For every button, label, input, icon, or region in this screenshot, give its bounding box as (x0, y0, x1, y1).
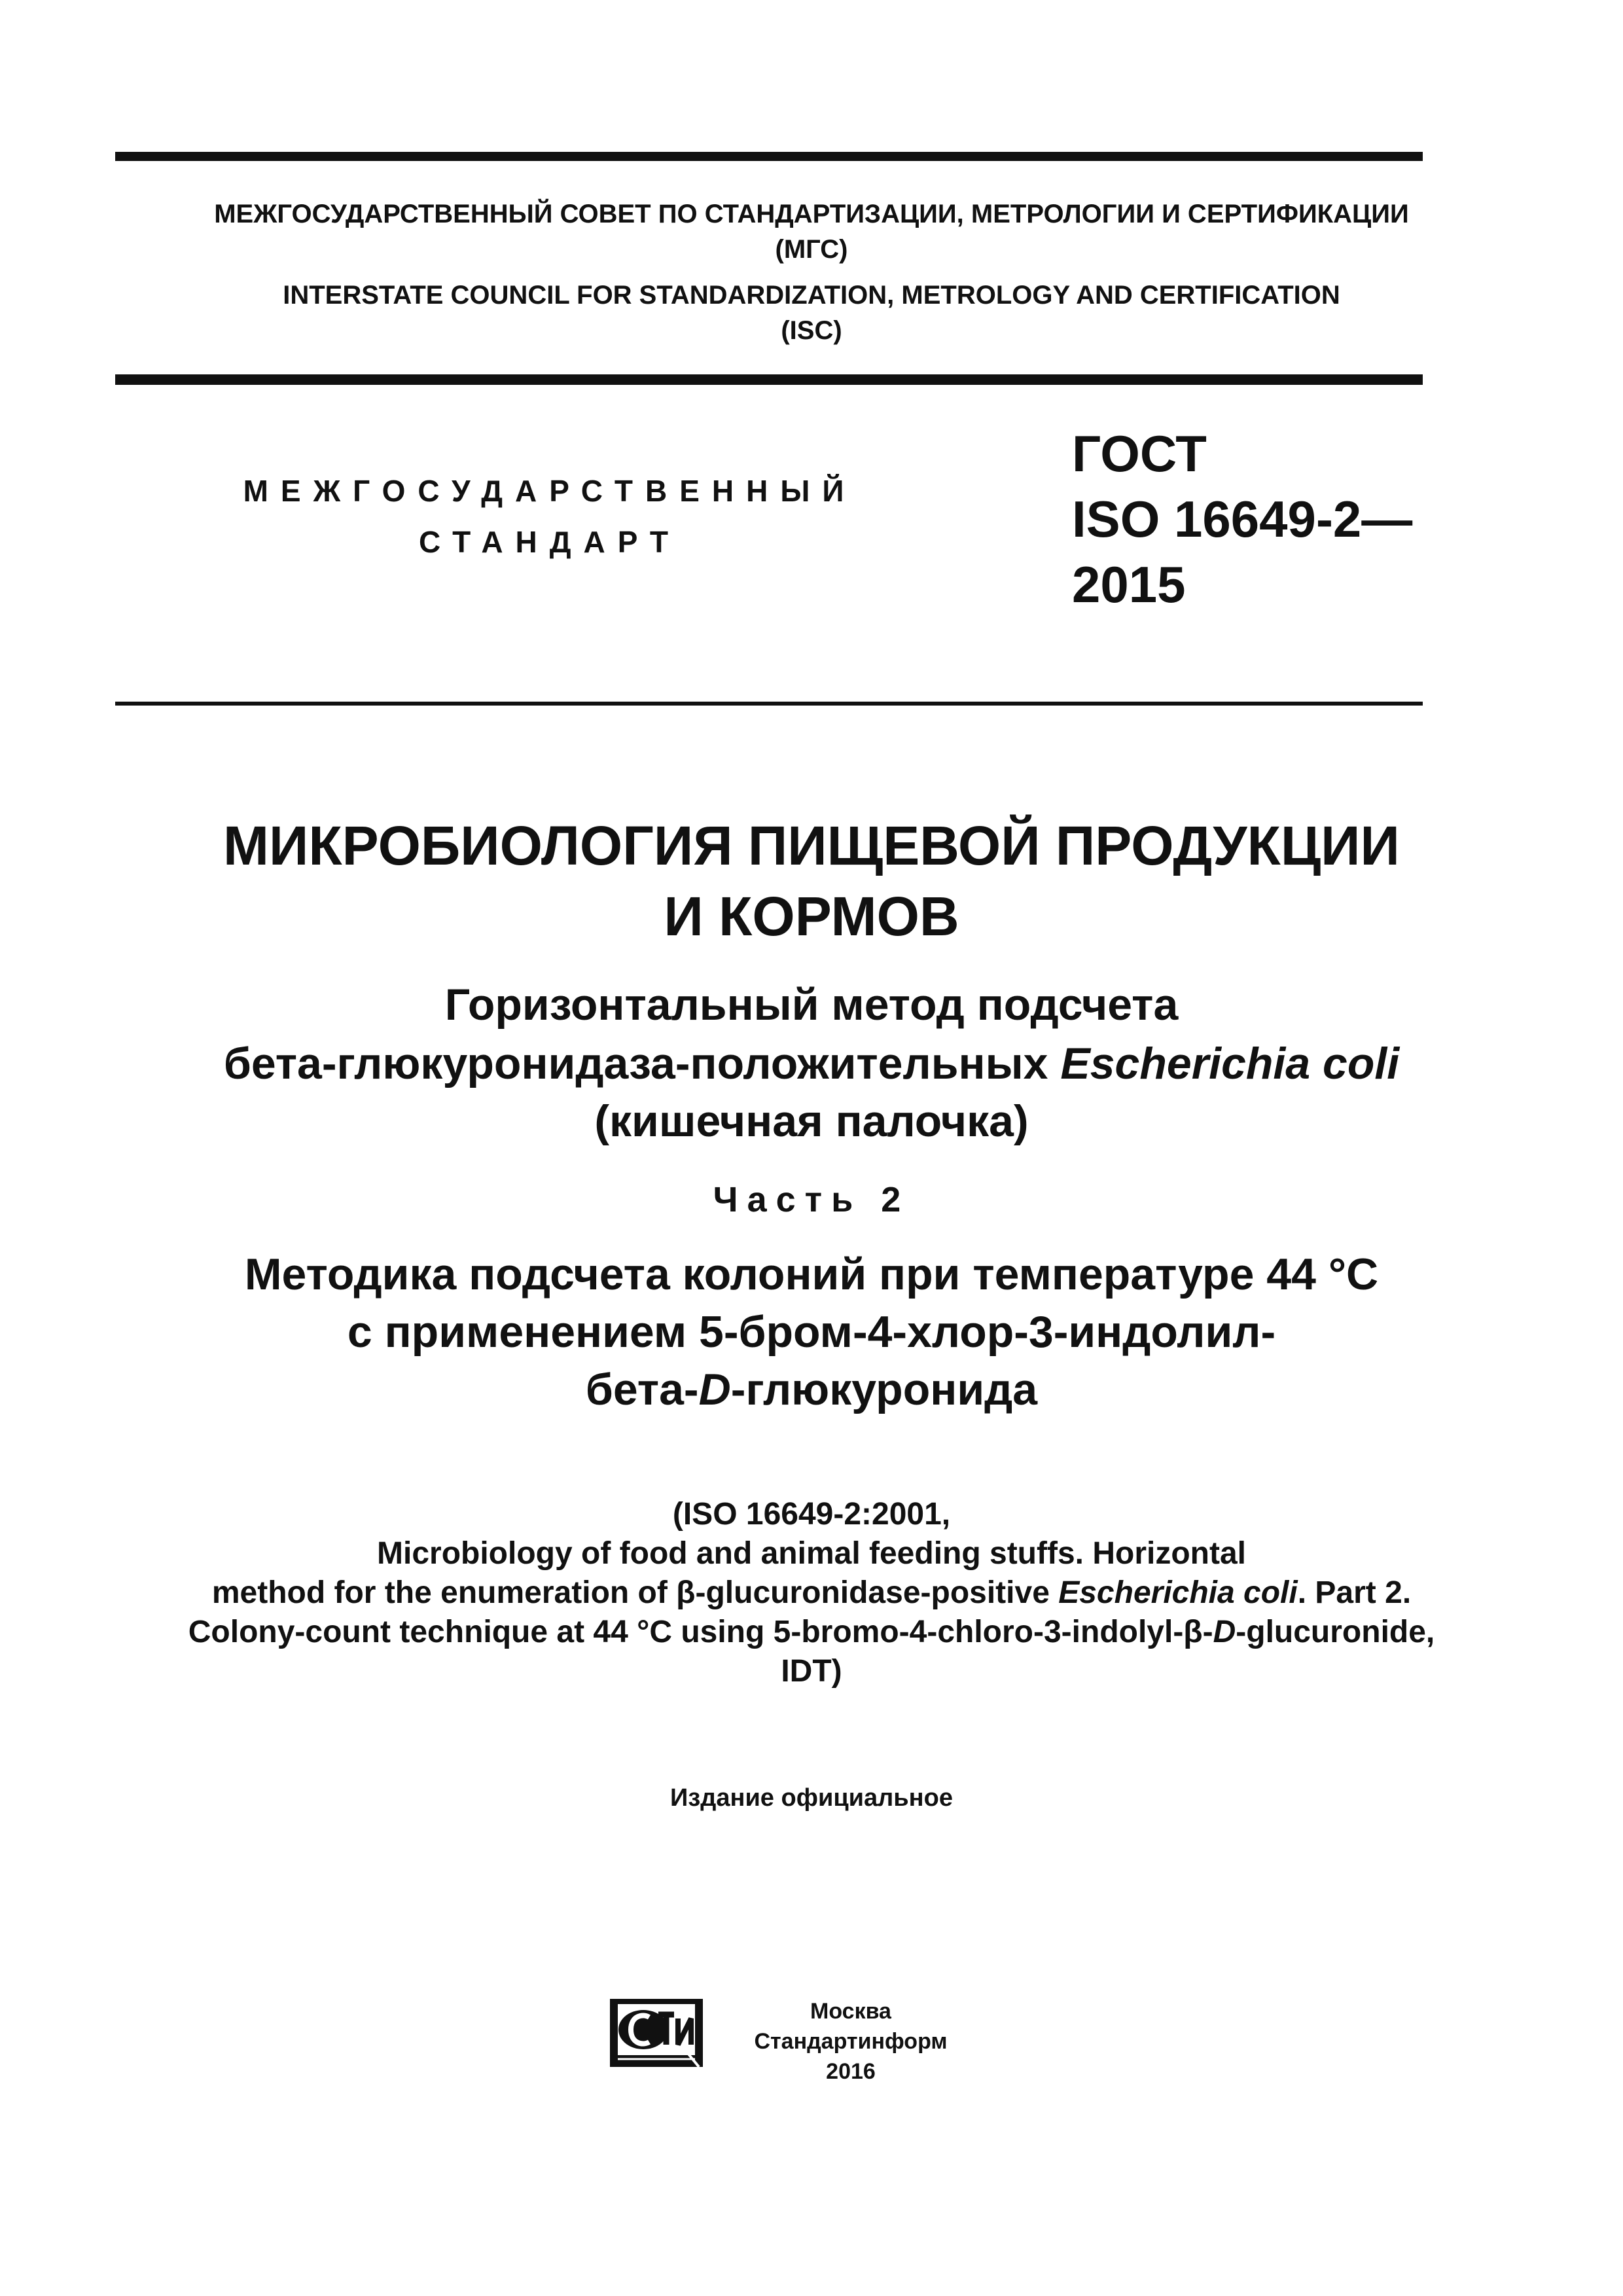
council-ru-line: МЕЖГОСУДАРСТВЕННЫЙ СОВЕТ ПО СТАНДАРТИЗАЦИИ, МЕТРОЛОГИИ И СЕРТИФИКАЦИИ (214, 200, 1409, 228)
publisher-year: 2016 (826, 2059, 876, 2084)
main-title-line2: И КОРМОВ (664, 886, 959, 947)
iso-ref-line5: IDT) (781, 1654, 842, 1689)
publisher-logo (607, 1996, 705, 2070)
iso-ref-line3-a: method for the enumeration of β-glucuronidase-positive (211, 1575, 1059, 1610)
iso-ref-line4-c: -glucuronide, (1236, 1615, 1435, 1649)
iso-ref-line3-species: Escherichia coli (1058, 1575, 1298, 1610)
subtitle-line2-text: бета-глюкуронидаза-положительных (223, 1039, 1061, 1088)
main-title-line1: МИКРОБИОЛОГИЯ ПИЩЕВОЙ ПРОДУКЦИИ (223, 815, 1400, 876)
part-label: Часть 2 (713, 1180, 910, 1219)
iso-ref-line3-c: . Part 2. (1297, 1575, 1412, 1610)
subtitle-line3: (кишечная палочка) (594, 1096, 1029, 1146)
gost-label: ГОСТ (1072, 425, 1207, 482)
iso-ref-line4-d: D (1213, 1615, 1236, 1649)
council-ru-abbr: (МГС) (775, 235, 848, 264)
top-rule (115, 152, 1423, 161)
publisher-city: Москва (810, 1999, 891, 2024)
standard-kind-line1: МЕЖГОСУДАРСТВЕННЫЙ (243, 474, 857, 508)
method-line3-a: бета- (585, 1365, 699, 1414)
method-line3-d: D (698, 1365, 731, 1414)
gost-year: 2015 (1072, 556, 1186, 613)
subtitle-line1: Горизонтальный метод подсчета (444, 980, 1179, 1030)
iso-ref-line4-a: Colony-count technique at 44 °C using 5-bromo-4-chloro-3-indolyl-β- (188, 1615, 1213, 1649)
method-line3 (0, 1363, 1623, 1416)
method-line1: Методика подсчета колоний при температуре 44 °С (244, 1249, 1379, 1299)
sti-logo-icon (607, 1996, 705, 2070)
method-line2: с применением 5-бром-4-хлор-3-индолил- (347, 1307, 1276, 1357)
edition-label: Издание официальное (670, 1784, 953, 1812)
standard-kind-line2: СТАНДАРТ (419, 525, 681, 559)
subtitle-line2 (0, 1035, 1623, 1092)
method-line3-c: -глюкуронида (730, 1365, 1038, 1414)
publisher-name: Стандартинформ (754, 2029, 948, 2054)
iso-ref-line2: Microbiology of food and animal feeding stuffs. Horizontal (377, 1536, 1246, 1571)
gost-number: ISO 16649-2— (1072, 490, 1413, 548)
iso-ref-line1: (ISO 16649-2:2001, (672, 1497, 951, 1532)
iso-ref-line3 (0, 1573, 1623, 1613)
council-en-abbr: (ISC) (781, 316, 842, 345)
iso-ref-line4 (0, 1613, 1623, 1652)
council-en-line: INTERSTATE COUNCIL FOR STANDARDIZATION, METROLOGY AND CERTIFICATION (283, 281, 1340, 310)
header-rule (115, 374, 1423, 385)
block-rule (115, 702, 1423, 706)
subtitle-species: Escherichia coli (1060, 1039, 1400, 1088)
